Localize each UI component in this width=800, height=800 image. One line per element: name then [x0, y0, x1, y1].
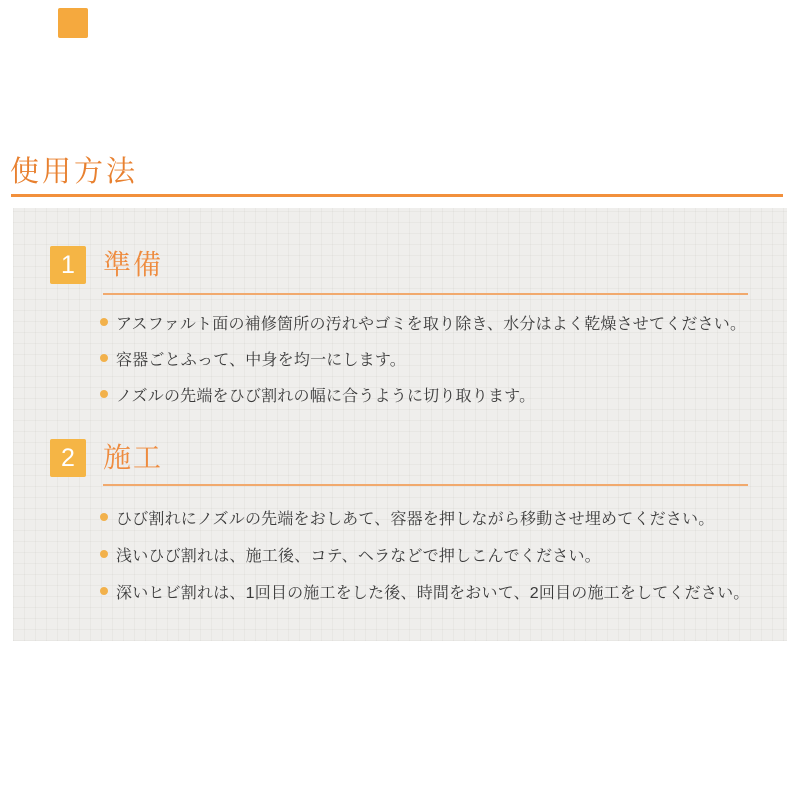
bullet-dot-icon — [100, 354, 108, 362]
instruction-item — [100, 507, 714, 527]
bullet-dot-icon — [100, 390, 108, 398]
section-number-badge: 2 — [50, 439, 86, 477]
bullet-dot-icon — [100, 318, 108, 326]
instruction-text: 容器ごとふって、中身を均一にします。 — [116, 351, 407, 369]
instruction-text: ノズルの先端をひび割れの幅に合うように切り取ります。 — [116, 387, 536, 405]
section-title-underline — [103, 484, 748, 486]
section-title-underline — [103, 293, 748, 295]
instruction-item — [100, 348, 406, 368]
instruction-item — [100, 544, 601, 564]
section-title-preparation: 準備 — [103, 249, 164, 280]
section-title-application: 施工 — [103, 442, 164, 473]
page-title: 使用方法 — [10, 156, 139, 188]
instruction-text: アスファルト面の補修箇所の汚れやゴミを取り除き、水分はよく乾燥させてください。 — [116, 315, 747, 333]
instruction-item — [100, 312, 746, 332]
bullet-dot-icon — [100, 550, 108, 558]
bullet-dot-icon — [100, 587, 108, 595]
instructions-panel — [13, 208, 787, 641]
instruction-text: 深いヒビ割れは、1回目の施工をした後、時間をおいて、2回目の施工をしてください。 — [116, 584, 750, 602]
instruction-item — [100, 384, 535, 404]
orange-square-marker — [58, 8, 88, 38]
instruction-text: ひび割れにノズルの先端をおしあて、容器を押しながら移動させ埋めてください。 — [116, 510, 715, 528]
instruction-text: 浅いひび割れは、施工後、コテ、ヘラなどで押しこんでください。 — [116, 547, 601, 565]
section-number-badge: 1 — [50, 246, 86, 284]
page-title-underline — [11, 194, 783, 197]
bullet-dot-icon — [100, 513, 108, 521]
instruction-item — [100, 581, 749, 601]
